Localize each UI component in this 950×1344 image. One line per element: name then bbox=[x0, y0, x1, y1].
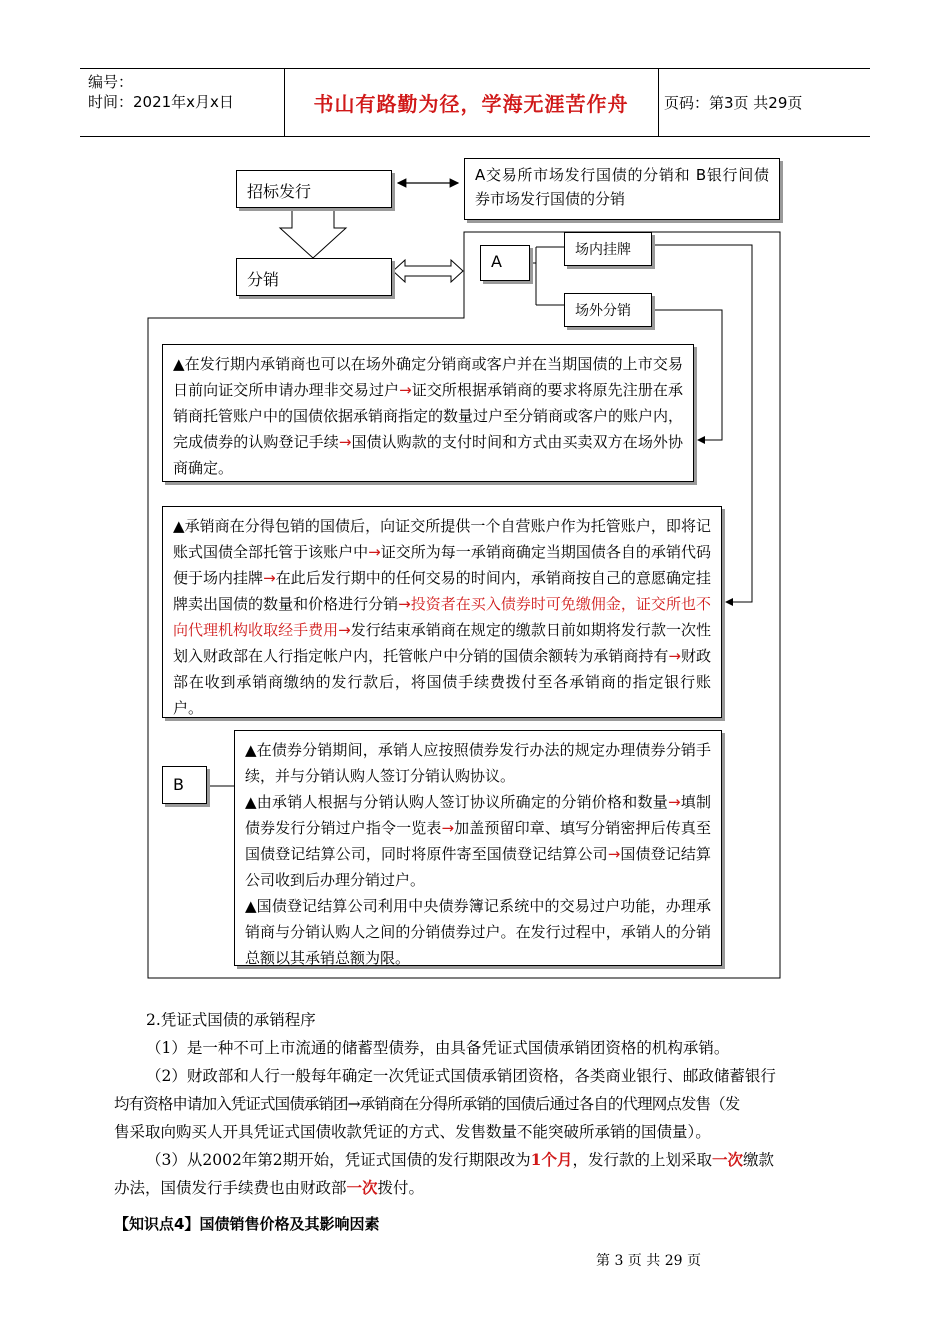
off-exchange-box bbox=[564, 293, 652, 327]
arrow-icon: → bbox=[607, 845, 621, 863]
b-para-1: ▲在债券分销期间，承销人应按照债券发行办法的规定办理债券分销手续，并与分销认购人签订分销认购协议。 bbox=[245, 741, 711, 785]
item-3-highlight-3: 一次 bbox=[346, 1178, 378, 1197]
off-para-1: ▲在发行期内承销商也可以在场外确定分销商或客户并在当期国债的上市交易日前向证交所申请办理非交易过户 bbox=[173, 355, 683, 399]
b-label: B bbox=[173, 775, 184, 794]
item-3-b: ，发行款的上划采取 bbox=[572, 1151, 712, 1169]
arrow-icon: → bbox=[399, 381, 412, 399]
header-motto: 书山有路勤为径，学海无涯苦作舟 bbox=[313, 91, 629, 116]
market-desc-text: A交易所市场发行国债的分销和 B银行间债券市场发行国债的分销 bbox=[475, 166, 769, 208]
on-para-5: 发行结束承销商在规定的缴款日前如期将发行款一次性划入财政部在人行指定帐户内，托管帐户中分销的国债余额转为承销商持有 bbox=[173, 621, 711, 665]
item-3-line-1 bbox=[146, 1146, 774, 1174]
down-block-arrow bbox=[280, 209, 346, 258]
b-box bbox=[162, 766, 207, 804]
a-box bbox=[480, 245, 530, 281]
on-para-6: 财政部在收到承销商缴纳的发行款后，将国债手续费拨付至各承销商的指定银行账户。 bbox=[173, 647, 711, 717]
header-number: 编号： bbox=[88, 73, 134, 91]
off-exchange-label: 场外分销 bbox=[575, 303, 631, 319]
on-exchange-para-box bbox=[162, 506, 722, 718]
on-para-4-highlight: 投资者在买入债券时可免缴佣金，证交所也不向代理机构收取经手费用 bbox=[173, 595, 711, 639]
on-para-1: ▲承销商在分得包销的国债后，向证交所提供一个自营账户作为托管账户，即将记账式国债全部托管于该账户中 bbox=[173, 517, 711, 561]
item-3-line-2 bbox=[114, 1174, 424, 1202]
arrow-icon: → bbox=[441, 819, 455, 837]
distribution-label: 分销 bbox=[247, 270, 280, 289]
a-label: A bbox=[491, 252, 502, 271]
b-para-2c: 加盖预留印章、填写分销密押后传真至国债登记结算公司，同时将原件寄至国债登记结算公司 bbox=[245, 819, 711, 863]
item-2-line-1: （2）财政部和人行一般每年确定一次凭证式国债承销团资格，各类商业银行、邮政储蓄银行 bbox=[146, 1067, 776, 1085]
arrow-icon: → bbox=[368, 543, 381, 561]
item-3-highlight-1: 1个月 bbox=[530, 1150, 573, 1169]
arrow-icon: → bbox=[398, 595, 411, 613]
arrow-icon: → bbox=[668, 647, 681, 665]
off-exchange-para-box bbox=[162, 344, 694, 482]
arrow-icon: → bbox=[338, 621, 351, 639]
distribution-block-arrow bbox=[393, 260, 463, 282]
header-time: 时间：2021年x月x日 bbox=[88, 93, 234, 111]
b-para-2 bbox=[245, 789, 711, 893]
item-2-line-3: 售采取向购买人开具凭证式国债收款凭证的方式、发售数量不能突破所承销的国债量）。 bbox=[114, 1123, 711, 1141]
b-para-3: ▲国债登记结算公司利用中央债券簿记系统中的交易过户功能，办理承销商与分销认购人之间的分销债券过户。在发行过程中，承销人的分销总额以其承销总额为限。 bbox=[245, 897, 711, 967]
tender-issue-box bbox=[236, 170, 392, 208]
distribution-box bbox=[236, 258, 392, 296]
tender-issue-label: 招标发行 bbox=[247, 182, 312, 201]
item-3-c: 缴款 bbox=[743, 1151, 775, 1169]
arrow-icon: → bbox=[667, 793, 681, 811]
item-1: （1）是一种不可上市流通的储蓄型债券，由具备凭证式国债承销团资格的机构承销。 bbox=[146, 1039, 730, 1057]
on-para-2: 证交所为每一承销商确定当期国债各自的承销代码便于场内挂牌 bbox=[173, 543, 711, 587]
on-exchange-label: 场内挂牌 bbox=[575, 242, 631, 258]
on-exchange-box bbox=[564, 232, 652, 266]
header-page-number: 页码：第3页 共29页 bbox=[664, 94, 803, 112]
item-2-line-2: 均有资格申请加入凭证式国债承销团→承销商在分得所承销的国债后通过各自的代理网点发售（发 bbox=[114, 1095, 740, 1113]
item-3-highlight-2: 一次 bbox=[711, 1150, 743, 1169]
on-para-3: 在此后发行期中的任何交易的时间内，承销商按自己的意愿确定挂牌卖出国债的数量和价格进行分销 bbox=[173, 569, 711, 613]
b-para-box bbox=[234, 730, 722, 966]
arrow-icon: → bbox=[338, 433, 352, 451]
item-3-line-2-a: 办法，国债发行手续费也由财政部 bbox=[114, 1179, 347, 1197]
arrow-icon: → bbox=[263, 569, 276, 587]
b-para-2d: 国债登记结算公司收到后办理分销过户。 bbox=[245, 845, 711, 889]
knowledge-point-title: 【知识点4】国债销售价格及其影响因素 bbox=[114, 1215, 380, 1233]
market-desc-box bbox=[464, 158, 780, 220]
section-title: 2.凭证式国债的承销程序 bbox=[146, 1011, 316, 1029]
off-para-3: 国债认购款的支付时间和方式由买卖双方在场外协商确定。 bbox=[173, 433, 683, 477]
b-para-2a: ▲由承销人根据与分销认购人签订协议所确定的分销价格和数量 bbox=[245, 793, 668, 811]
item-3-a: （3）从2002年第2期开始，凭证式国债的发行期限改为 bbox=[146, 1151, 531, 1169]
item-3-line-2-b: 拨付。 bbox=[377, 1179, 425, 1197]
b-para-2b: 填制债券发行分销过户指令一览表 bbox=[245, 793, 711, 837]
off-para-2: 证交所根据承销商的要求将原先注册在承销商托管账户中的国债依据承销商指定的数量过户至分销商或客户的账户内，完成债券的认购登记手续 bbox=[173, 381, 684, 451]
footer-page-number: 第 3 页 共 29 页 bbox=[596, 1253, 701, 1269]
